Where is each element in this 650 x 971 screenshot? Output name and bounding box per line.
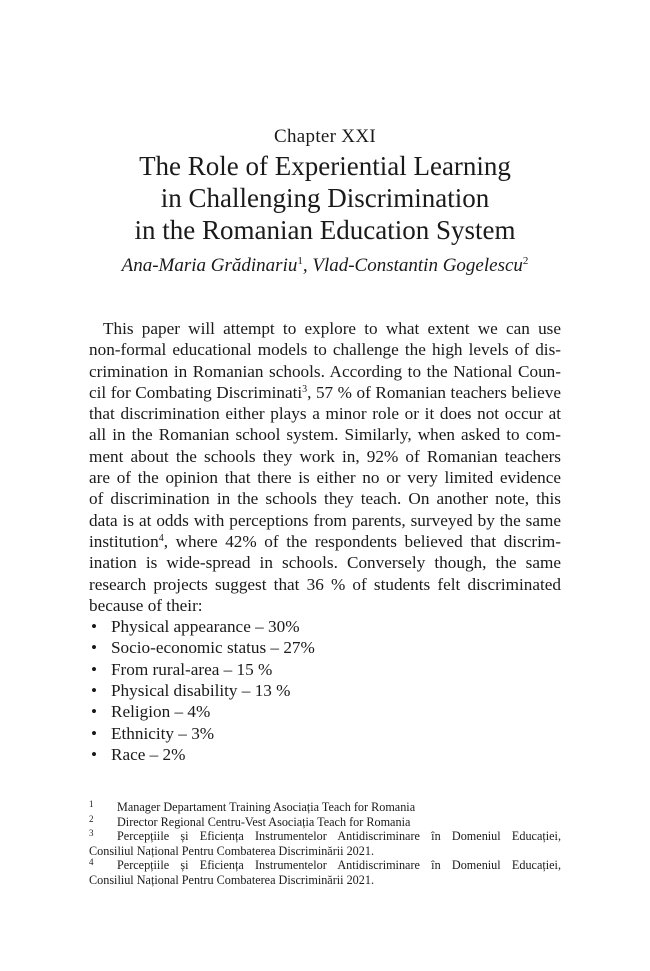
- footnote-line: Consiliul Național Pentru Combaterea Discriminării 2021.: [89, 843, 375, 858]
- author-separator: ,: [302, 255, 313, 276]
- footnote: [89, 800, 561, 815]
- footnote-ref: 1: [297, 255, 303, 267]
- footnote-ref: 3: [302, 383, 308, 395]
- list-item: [89, 616, 561, 637]
- paragraph-line: because of their:: [89, 595, 203, 615]
- paragraph-line: This paper will attempt to explore to what extent we can use: [103, 319, 561, 338]
- footnote-ref: 2: [522, 255, 529, 267]
- list-item: [89, 659, 561, 680]
- bullet-icon: •: [91, 702, 98, 722]
- paragraph-line: are of the opinion that there is either no or very limited evidence: [89, 468, 561, 488]
- line-text: institution: [89, 531, 159, 551]
- footnote-line: 1 Manager Departament Training Asociația Teach for Romania: [89, 799, 416, 814]
- list-item: [89, 723, 561, 744]
- footnote-text: Manager Departament Training Asociația Teach for Romania: [117, 800, 416, 814]
- list-item-text: Physical disability – 13 %: [111, 681, 291, 701]
- paragraph-line: that discrimination either plays a minor role or it does not occur at: [89, 404, 561, 424]
- paragraph-line: of discrimination in the schools they teach. On another note, this: [89, 489, 561, 509]
- line-text: cil for Combating Discriminati: [89, 382, 303, 402]
- paragraph-line: ment about the schools they work in, 92% of Romanian teachers: [89, 446, 561, 466]
- chapter-title: [0, 150, 650, 246]
- author-name: Vlad-Constantin Gogelescu: [312, 255, 523, 276]
- footnote-text: Percepțiile și Eficiența Instrumentelor Antidiscriminare în Domeniul Educației,: [117, 858, 561, 873]
- paragraph-line: ination is wide-spread in schools. Conversely though, the same: [89, 553, 561, 573]
- list-item: [89, 701, 561, 722]
- list-item-text: Religion – 4%: [111, 702, 211, 722]
- paragraph-line: [89, 531, 561, 552]
- bullet-icon: •: [91, 723, 98, 743]
- paragraph-line: crimination in Romanian schools. According to the National Coun-: [89, 361, 561, 381]
- bullet-icon: •: [91, 659, 98, 679]
- list-item-text: Race – 2%: [111, 744, 186, 764]
- paragraph-line: data is at odds with perceptions from parents, surveyed by the same: [89, 510, 561, 530]
- footnote-line: Consiliul Național Pentru Combaterea Discriminării 2021.: [89, 872, 375, 887]
- footnote: [89, 829, 561, 858]
- list-item-text: From rural-area – 15 %: [111, 659, 273, 679]
- paragraph-line: research projects suggest that 36 % of students felt discriminated: [89, 574, 561, 594]
- chapter-title-line: The Role of Experiential Learning: [139, 151, 511, 181]
- footnote-line: 2 Director Regional Centru-Vest Asociația Teach for Romania: [89, 813, 411, 829]
- chapter-label: Chapter XXI: [274, 126, 376, 147]
- footnote-line: 4 Percepțiile și Eficiența Instrumentelor Antidiscriminare în Domeniul Educației,: [89, 857, 561, 873]
- list-item-text: Physical appearance – 30%: [111, 617, 300, 637]
- list-item: [89, 637, 561, 658]
- footnote-text: Director Regional Centru-Vest Asociația Teach for Romania: [117, 814, 411, 829]
- bullet-list: [89, 616, 561, 765]
- list-item-text: Ethnicity – 3%: [111, 723, 215, 743]
- footnote: [89, 815, 561, 830]
- footnotes: [89, 800, 561, 888]
- body-paragraph: [89, 318, 561, 765]
- chapter-title-line: in Challenging Discrimination: [160, 183, 490, 213]
- line-text: , where 42% of the respondents believed that discrim-: [163, 531, 561, 551]
- footnote-line: 3 Percepțiile și Eficiența Instrumentelor Antidiscriminare în Domeniul Educației,: [89, 828, 561, 844]
- author-name: Ana-Maria Grădinariu: [121, 255, 298, 276]
- footnote-ref: 4: [158, 532, 164, 544]
- list-item-text: Socio-economic status – 27%: [111, 638, 315, 658]
- paragraph-line: non-formal educational models to challenge the high levels of dis-: [89, 340, 561, 360]
- list-item: [89, 744, 561, 765]
- bullet-icon: •: [91, 638, 98, 658]
- bullet-icon: •: [91, 617, 98, 637]
- footnote-text: Percepțiile și Eficiența Instrumentelor Antidiscriminare în Domeniul Educației,: [117, 829, 561, 844]
- bullet-icon: •: [91, 681, 98, 701]
- list-item: [89, 680, 561, 701]
- line-text: , 57 % of Romanian teachers believe: [307, 382, 561, 402]
- chapter-title-line: in the Romanian Education System: [134, 215, 516, 245]
- bullet-icon: •: [91, 744, 98, 764]
- paragraph-line: all in the Romanian school system. Similarly, when asked to com-: [89, 425, 561, 445]
- footnote: [89, 858, 561, 887]
- paragraph-line: [89, 382, 561, 403]
- authors-line: [0, 255, 650, 277]
